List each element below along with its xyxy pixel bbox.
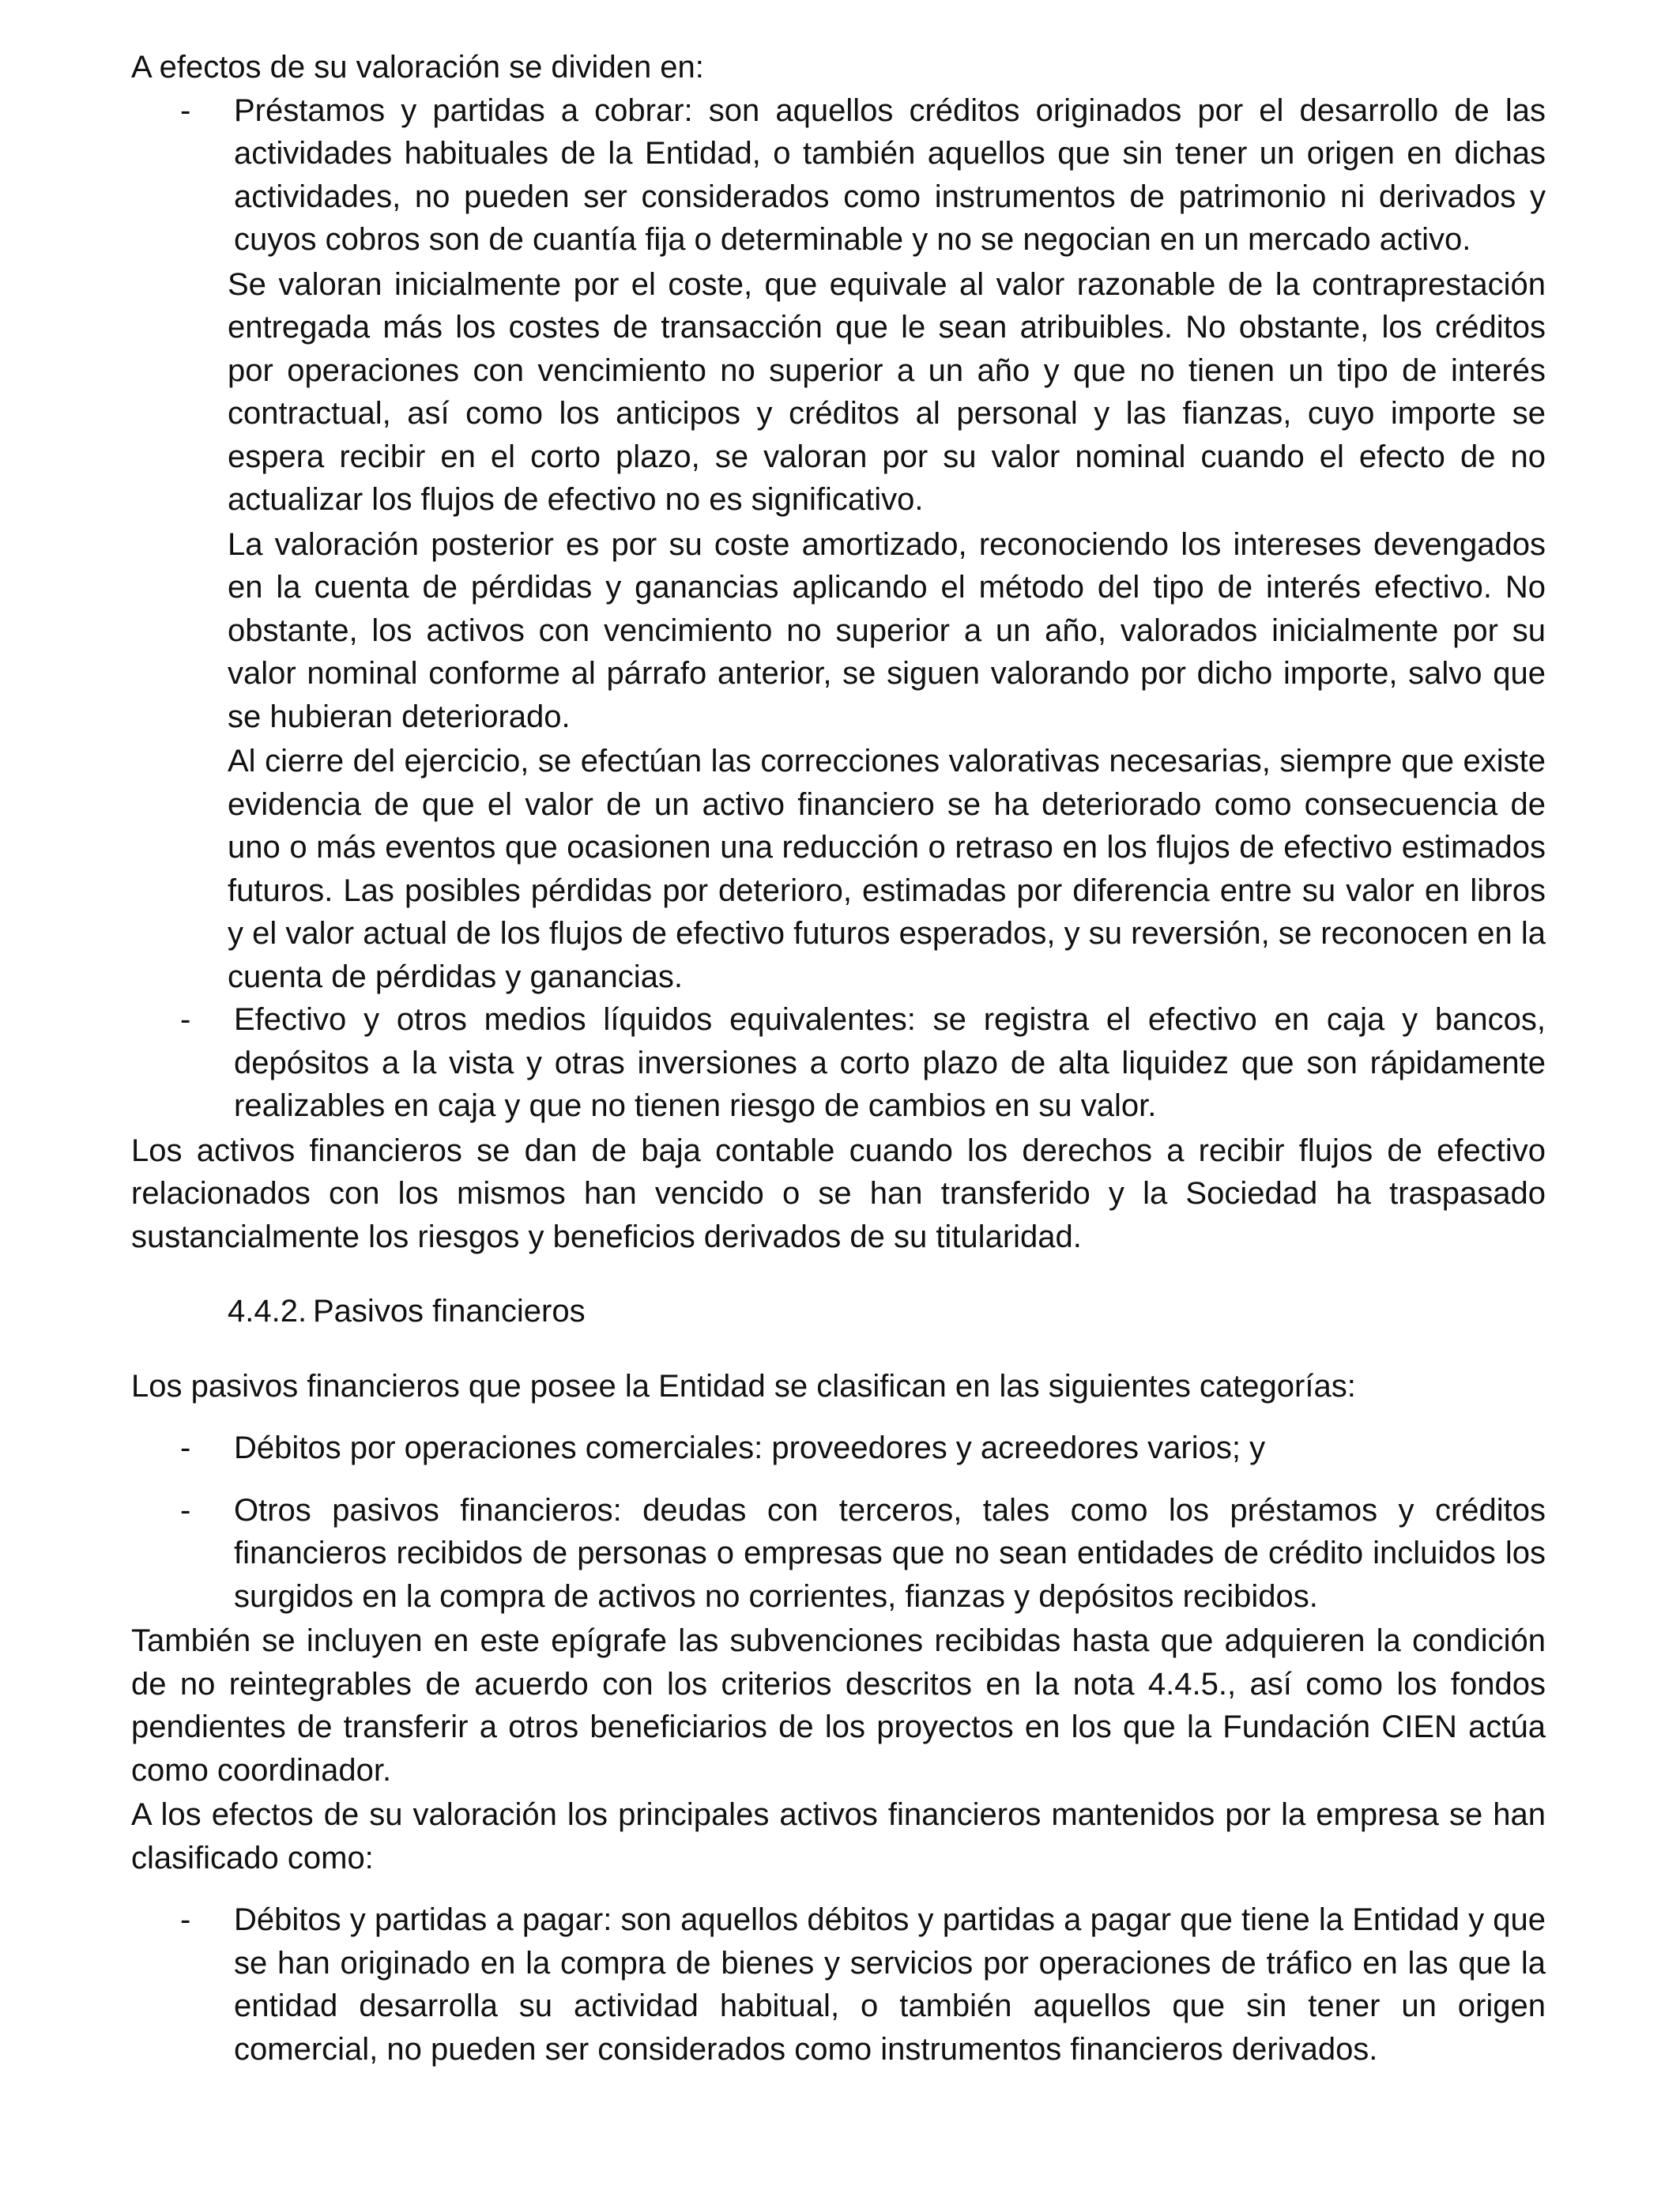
bullet-dash: -	[180, 1002, 191, 1037]
bullet-debitos-partidas-text: Débitos y partidas a pagar: son aquellos débitos y partidas a pagar que tiene la Entidad y que se han originado en la compra de bienes y servicios por operaciones de tráfico en las que la entidad desarrolla su actividad habitual, o también aquellos que sin tener un origen comercial, no pueden ser considerados como instrumentos financieros derivados.	[234, 1902, 1546, 2067]
bullet-efectivo-text: Efectivo y otros medios líquidos equivalentes: se registra el efectivo en caja y bancos, depósitos a la vista y otras inversiones a corto plazo de alta liquidez que son rápidamente realizables en caja y que no tienen riesgo de cambios en su valor.	[234, 1002, 1546, 1123]
paragraph-subvenciones: También se incluyen en este epígrafe las subvenciones recibidas hasta que adquieren la condición de no reintegrables de acuerdo con los criterios descritos en la nota 4.4.5., así como los fondos pendientes de transferir a otros beneficiarios de los proyectos en los que la Fundación CIEN actúa como coordinador.	[131, 1623, 1546, 1788]
bullet-dash: -	[180, 92, 191, 128]
bullet-dash: -	[180, 1431, 191, 1465]
bullet-efectivo	[131, 998, 1546, 1128]
paragraph-cierre-ejercicio: Al cierre del ejercicio, se efectúan las correcciones valorativas necesarias, siempre que existe evidencia de que el valor de un activo financiero se ha deteriorado como consecuencia de uno o más eventos que ocasionen una reducción o retraso en los flujos de efectivo estimados futuros. Las posibles pérdidas por deterioro, estimadas por diferencia entre su valor en libros y el valor actual de los flujos de efectivo futuros esperados, y su reversión, se reconocen en la cuenta de pérdidas y ganancias.	[228, 744, 1546, 994]
paragraph-valoracion-inicial: Se valoran inicialmente por el coste, que equivale al valor razonable de la contraprestación entregada más los costes de transacción que le sean atribuibles. No obstante, los créditos por operaciones con vencimiento no superior a un año y que no tienen un tipo de interés contractual, así como los anticipos y créditos al personal y las fianzas, cuyo importe se espera recibir en el corto plazo, se valoran por su valor nominal cuando el efecto de no actualizar los flujos de efectivo no es significativo.	[228, 266, 1546, 517]
paragraph-baja-contable: Los activos financieros se dan de baja contable cuando los derechos a recibir flujos de efectivo relacionados con los mismos han vencido o se han transferido y la Sociedad ha traspasado sustancialmente los riesgos y beneficios derivados de su titularidad.	[131, 1133, 1546, 1254]
bullet-dash: -	[180, 1902, 191, 1937]
bullet-otros-pasivos	[131, 1489, 1546, 1619]
bullet-prestamos-text: Préstamos y partidas a cobrar: son aquellos créditos originados por el desarrollo de las actividades habituales de la Entidad, o también aquellos que sin tener un origen en dichas actividades, no pueden ser considerados como instrumentos de patrimonio ni derivados y cuyos cobros son de cuantía fija o determinable y no se negocian en un mercado activo.	[234, 92, 1546, 257]
bullet-debitos-partidas	[131, 1898, 1546, 2071]
section-number: 4.4.2.	[228, 1294, 307, 1329]
bullet-debitos-comerciales	[131, 1427, 1546, 1470]
bullet-otros-pasivos-text: Otros pasivos financieros: deudas con terceros, tales como los préstamos y créditos financieros recibidos de personas o empresas que no sean entidades de crédito incluidos los surgidos en la compra de activos no corrientes, fianzas y depósitos recibidos.	[234, 1492, 1546, 1614]
bullet-dash: -	[180, 1492, 191, 1528]
section-heading	[131, 1290, 1546, 1333]
paragraph-valoracion-posterior: La valoración posterior es por su coste amortizado, reconociendo los intereses devengados en la cuenta de pérdidas y ganancias aplicando el método del tipo de interés efectivo. No obstante, los activos con vencimiento no superior a un año, valorados inicialmente por su valor nominal conforme al párrafo anterior, se siguen valorando por dicho importe, salvo que se hubieran deteriorado.	[228, 526, 1546, 734]
paragraph-pasivos-intro: Los pasivos financieros que posee la Entidad se clasifican en las siguientes categorías:	[131, 1368, 1356, 1404]
intro-paragraph: A efectos de su valoración se dividen en:	[131, 50, 704, 85]
bullet-prestamos	[131, 89, 1546, 262]
document-page	[131, 46, 1546, 2071]
paragraph-valoracion-pasivos: A los efectos de su valoración los principales activos financieros mantenidos por la empresa se han clasificado como:	[131, 1797, 1546, 1875]
bullet-debitos-comerciales-text: Débitos por operaciones comerciales: proveedores y acreedores varios; y	[234, 1431, 1266, 1465]
section-title: Pasivos financieros	[313, 1294, 586, 1329]
